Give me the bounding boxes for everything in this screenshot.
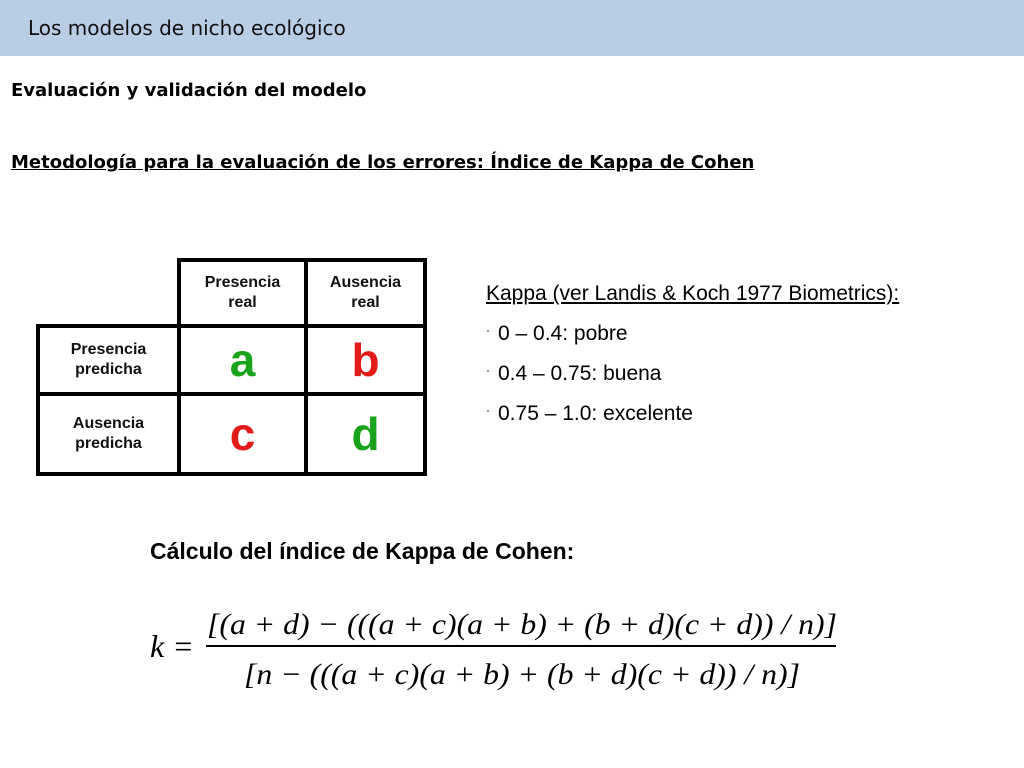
col-header-ausencia-real: Ausencia real <box>304 258 427 328</box>
kappa-title: Kappa (ver Landis & Koch 1977 Biometrics): <box>486 282 900 305</box>
subtitle: Metodología para la evaluación de los errores: Índice de Kappa de Cohen <box>11 152 755 173</box>
kappa-item-pobre: · 0 – 0.4: pobre <box>486 322 628 345</box>
row-header-ausencia-predicha: Ausencia predicha <box>36 392 181 476</box>
cell-b: b <box>304 324 427 396</box>
formula-denominator: [n − (((a + c)(a + b) + (b + d)(c + d)) / n)] <box>244 658 800 691</box>
kappa-formula <box>150 594 850 704</box>
section-title: Evaluación y validación del modelo <box>11 80 367 101</box>
row-header-presencia-predicha: Presencia predicha <box>36 324 181 396</box>
title-bar <box>0 0 1024 56</box>
slide-title: Los modelos de nicho ecológico <box>28 16 346 40</box>
kappa-scale <box>486 282 899 442</box>
cell-a: a <box>177 324 308 396</box>
cell-d: d <box>304 392 427 476</box>
col-header-presencia-real: Presencia real <box>177 258 308 328</box>
kappa-item-excelente: · 0.75 – 1.0: excelente <box>486 402 693 425</box>
formula-numerator: [(a + d) − (((a + c)(a + b) + (b + d)(c + d)) / n)] <box>207 608 838 641</box>
cell-c: c <box>177 392 308 476</box>
kappa-item-buena: · 0.4 – 0.75: buena <box>486 362 662 385</box>
calc-title: Cálculo del índice de Kappa de Cohen: <box>150 538 575 564</box>
formula-lhs: k = <box>150 628 194 664</box>
